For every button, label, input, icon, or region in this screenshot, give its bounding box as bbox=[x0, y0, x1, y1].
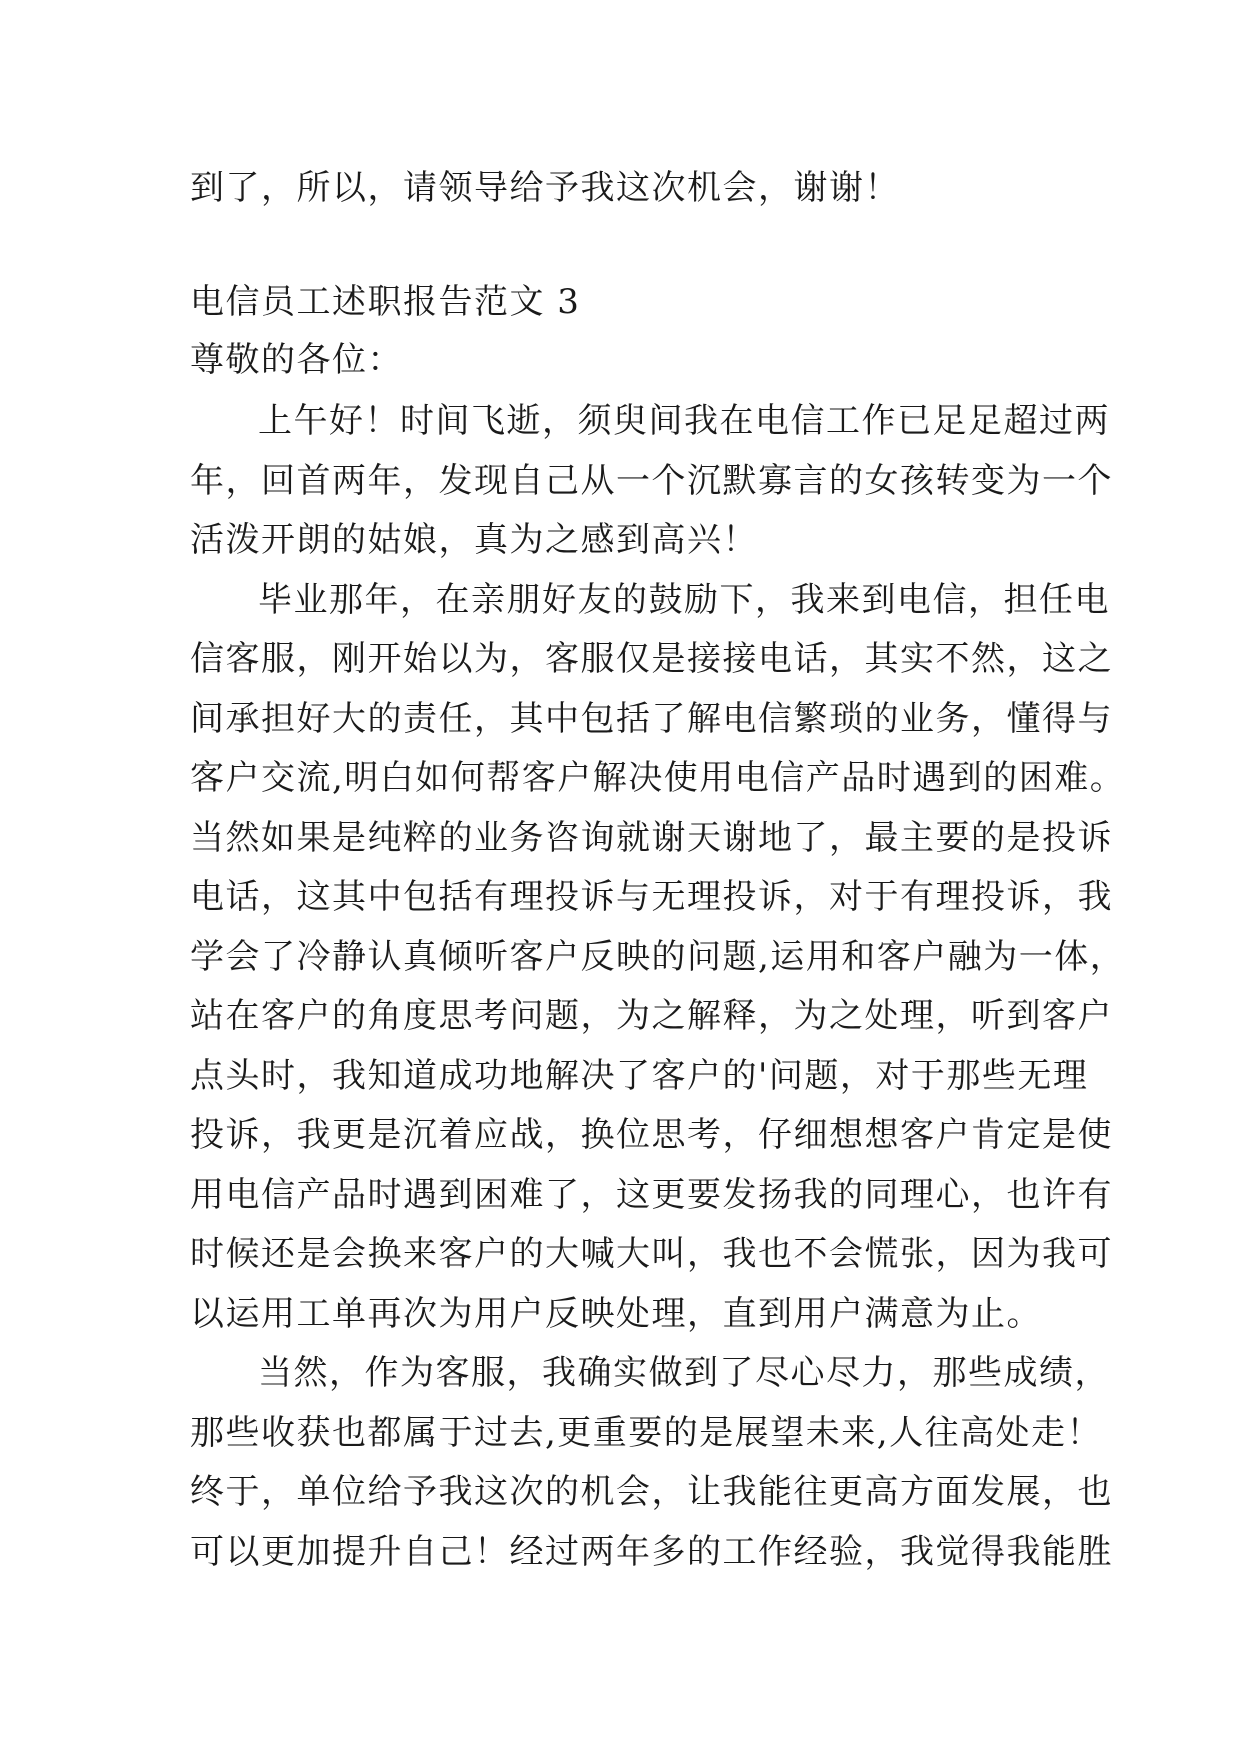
paragraph-line: 终于，单位给予我这次的机会，让我能往更高方面发展，也 bbox=[190, 1472, 1113, 1512]
paragraph-line: 毕业那年，在亲朋好友的鼓励下，我来到电信，担任电 bbox=[258, 580, 1110, 620]
paragraph-line: 学会了冷静认真倾听客户反映的问题,运用和客户融为一体， bbox=[190, 937, 1126, 977]
paragraph-line: 信客服，刚开始以为，客服仅是接接电话，其实不然，这之 bbox=[190, 639, 1113, 679]
salutation: 尊敬的各位： bbox=[190, 340, 403, 380]
paragraph-line: 用电信产品时遇到困难了，这更要发扬我的同理心，也许有 bbox=[190, 1175, 1113, 1215]
paragraph-line: 上午好！时间飞逝，须臾间我在电信工作已足足超过两 bbox=[258, 401, 1110, 441]
paragraph-line: 当然，作为客服，我确实做到了尽心尽力，那些成绩， bbox=[258, 1353, 1110, 1393]
paragraph-line: 年，回首两年，发现自己从一个沉默寡言的女孩转变为一个 bbox=[190, 461, 1113, 501]
paragraph-line: 点头时，我知道成功地解决了客户的'问题，对于那些无理 bbox=[190, 1056, 1089, 1096]
paragraph-line: 投诉，我更是沉着应战，换位思考，仔细想想客户肯定是使 bbox=[190, 1115, 1113, 1155]
paragraph-line: 间承担好大的责任，其中包括了解电信繁琐的业务，懂得与 bbox=[190, 699, 1113, 739]
paragraph-line: 时候还是会换来客户的大喊大叫，我也不会慌张，因为我可 bbox=[190, 1234, 1113, 1274]
paragraph-line: 电话，这其中包括有理投诉与无理投诉，对于有理投诉，我 bbox=[190, 877, 1113, 917]
section-title: 电信员工述职报告范文 3 bbox=[190, 282, 581, 322]
paragraph-line: 那些收获也都属于过去,更重要的是展望未来,人往高处走！ bbox=[190, 1413, 1103, 1453]
paragraph-line: 可以更加提升自己！经过两年多的工作经验，我觉得我能胜 bbox=[190, 1532, 1113, 1572]
paragraph-line: 活泼开朗的姑娘，真为之感到高兴！ bbox=[190, 520, 758, 560]
paragraph-line: 当然如果是纯粹的业务咨询就谢天谢地了，最主要的是投诉 bbox=[190, 818, 1113, 858]
paragraph-line: 站在客户的角度思考问题，为之解释，为之处理，听到客户 bbox=[190, 996, 1113, 1036]
closing-line: 到了，所以，请领导给予我这次机会，谢谢！ bbox=[190, 168, 900, 208]
paragraph-line: 以运用工单再次为用户反映处理，直到用户满意为止。 bbox=[190, 1294, 1042, 1334]
paragraph-line: 客户交流,明白如何帮客户解决使用电信产品时遇到的困难。 bbox=[190, 758, 1126, 798]
